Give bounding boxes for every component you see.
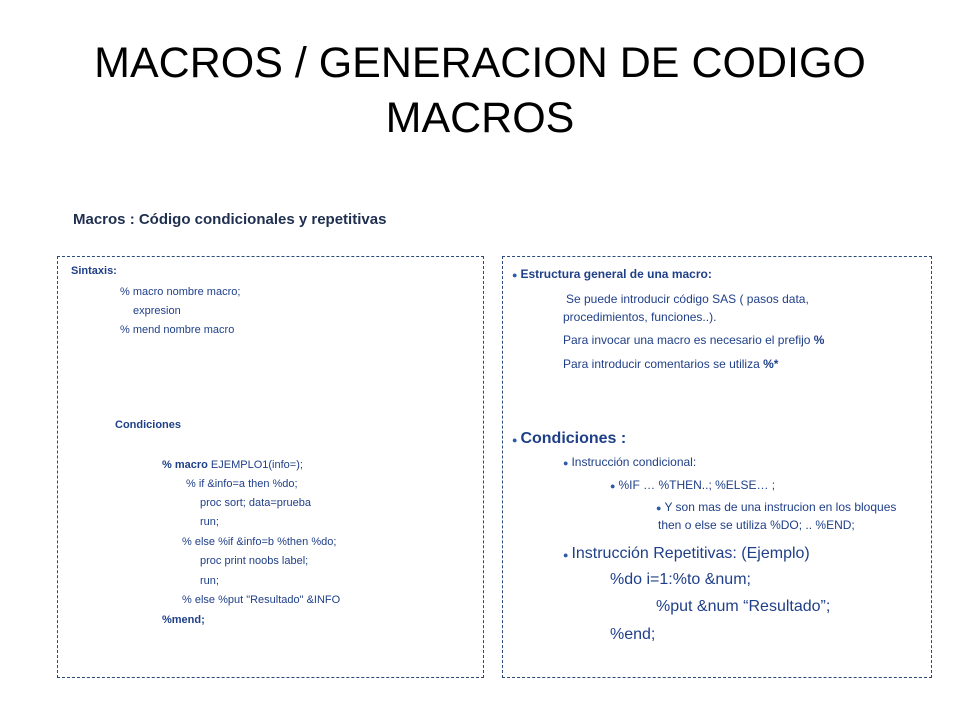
estructura-p1-line2: procedimientos, funciones..).	[563, 310, 717, 324]
loop-line3: %end;	[610, 626, 656, 643]
instr-rep-text: Instrucción Repetitivas: (Ejemplo)	[571, 545, 810, 562]
sintaxis-label: Sintaxis:	[71, 265, 117, 277]
estructura-text: Estructura general de una macro:	[520, 267, 712, 281]
p2-text: Para invocar una macro es necesario el prefijo	[563, 333, 814, 347]
bullet-icon: ●	[512, 435, 518, 445]
if-text: %IF … %THEN..; %ELSE… ;	[618, 478, 776, 492]
condiciones-title	[512, 430, 626, 448]
loop-line2: %put &num “Resultado”;	[656, 598, 831, 615]
code-line: run;	[200, 575, 219, 587]
code-text: EJEMPLO1(info=);	[207, 459, 303, 471]
if-syntax-line	[610, 478, 775, 492]
slide-title-line2: MACROS	[385, 94, 575, 142]
code-line: % if &info=a then %do;	[186, 478, 298, 490]
slide-title-line1: MACROS / GENERACION DE CODIGO	[94, 39, 866, 87]
condiciones-text: Condiciones :	[520, 430, 627, 447]
bullet-icon: ●	[610, 481, 616, 491]
estructura-p3	[563, 357, 778, 371]
p2-bold: %	[813, 333, 825, 347]
instr-cond-text: Instrucción condicional:	[571, 455, 697, 469]
code-line: %mend;	[162, 614, 205, 626]
code-line: run;	[200, 516, 219, 528]
p3-text: Para introducir comentarios se utiliza	[563, 357, 764, 371]
estructura-title	[512, 267, 712, 281]
bullet-icon: ●	[512, 270, 518, 280]
sintaxis-line: % macro nombre macro;	[120, 286, 241, 298]
code-keyword: % macro	[162, 459, 208, 471]
instruccion-condicional	[563, 455, 696, 469]
bullet-icon: ●	[563, 458, 569, 468]
instruccion-repetitivas	[563, 545, 810, 563]
slide-subtitle: Macros : Código condicionales y repetitivas	[73, 211, 387, 228]
condiciones-label: Condiciones	[115, 419, 182, 431]
loop-line1: %do i=1:%to &num;	[610, 571, 751, 588]
sintaxis-line: % mend nombre macro	[120, 324, 235, 336]
code-line: proc print noobs label;	[200, 555, 309, 567]
p3-bold: %*	[763, 357, 779, 371]
estructura-p1-line1: Se puede introducir código SAS ( pasos data,	[566, 292, 809, 306]
code-line: % else %if &info=b %then %do;	[182, 536, 337, 548]
estructura-p2	[563, 333, 824, 347]
sintaxis-line: expresion	[133, 305, 181, 317]
code-line: proc sort; data=prueba	[200, 497, 311, 509]
bullet-icon: ●	[656, 503, 662, 513]
note-line2: then o else se utiliza %DO; .. %END;	[658, 518, 855, 532]
bullet-icon: ●	[563, 550, 569, 560]
code-line: % else %put "Resultado" &INFO	[182, 594, 341, 606]
note-line1	[656, 500, 896, 514]
note-text: Y son mas de una instrucion en los bloques	[664, 500, 897, 514]
code-line	[162, 459, 303, 471]
